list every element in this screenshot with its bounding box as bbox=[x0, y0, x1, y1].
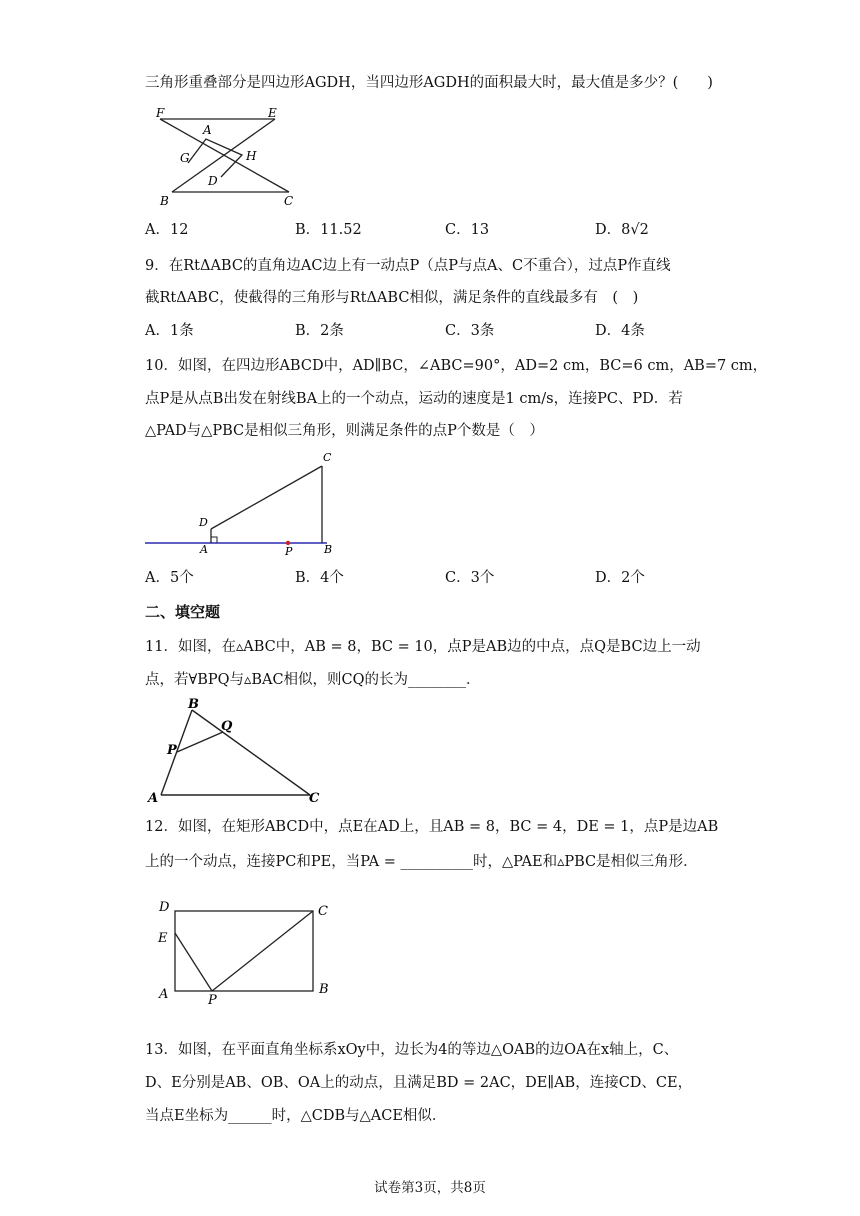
q8-option-a[interactable]: A．12 bbox=[145, 222, 189, 238]
label-G: G bbox=[180, 151, 190, 165]
label-H: H bbox=[246, 149, 257, 163]
q12-line-1: 12．如图，在矩形ABCD中，点E在AD上，且AB = 8，BC = 4，DE = 1，点P是边AB bbox=[145, 819, 719, 835]
figure-12 bbox=[145, 892, 345, 1008]
label-E: E bbox=[268, 106, 277, 120]
label-C: C bbox=[318, 904, 328, 919]
label-A: A bbox=[148, 791, 159, 806]
page-footer: 试卷第3页，共8页 bbox=[374, 1180, 486, 1196]
label-C: C bbox=[309, 791, 320, 806]
q13-line-2: D、E分别是AB、OB、OA上的动点，且满足BD = 2AC，DE∥AB，连接CD、CE， bbox=[145, 1075, 693, 1091]
label-A: A bbox=[159, 987, 169, 1002]
label-C: C bbox=[284, 194, 294, 208]
q9-option-c[interactable]: C．3条 bbox=[445, 323, 495, 339]
q9-option-a[interactable]: A．1条 bbox=[145, 323, 194, 339]
q13-line-1: 13．如图，在平面直角坐标系xOy中，边长为4的等边△OAB的边OA在x轴上，C、 bbox=[145, 1042, 679, 1058]
figure-8 bbox=[150, 104, 300, 208]
q11-line-2: 点，若∀BPQ与▵BAC相似，则CQ的长为________． bbox=[145, 672, 481, 688]
label-F: F bbox=[156, 106, 165, 120]
q10-option-c[interactable]: C．3个 bbox=[445, 570, 495, 586]
q9-option-d[interactable]: D．4条 bbox=[595, 323, 645, 339]
q9-option-b[interactable]: B．2条 bbox=[295, 323, 344, 339]
label-Q: Q bbox=[221, 719, 233, 734]
figure-10 bbox=[145, 450, 345, 560]
label-P: P bbox=[167, 743, 177, 758]
label-D: D bbox=[199, 516, 208, 529]
section-title: 二、填空题 bbox=[145, 603, 221, 621]
label-B: B bbox=[324, 543, 333, 556]
q8-option-d[interactable]: D．8√2 bbox=[595, 222, 649, 238]
label-P: P bbox=[285, 545, 293, 558]
label-A: A bbox=[200, 543, 208, 556]
q12-line-2: 上的一个动点，连接PC和PE，当PA = __________时，△PAE和▵PBC是相似三角形． bbox=[145, 854, 698, 870]
q10-line-2: 点P是从点B出发在射线BA上的一个动点，运动的速度是1 cm/s，连接PC、PD．若 bbox=[145, 391, 683, 407]
label-A: A bbox=[203, 123, 212, 137]
q10-line-3: △PAD与△PBC是相似三角形，则满足条件的点P个数是（ ） bbox=[145, 423, 544, 439]
q10-option-b[interactable]: B．4个 bbox=[295, 570, 344, 586]
label-D: D bbox=[159, 900, 170, 915]
q10-option-a[interactable]: A．5个 bbox=[145, 570, 194, 586]
q9-line-2: 截RtΔABC，使截得的三角形与RtΔABC相似，满足条件的直线最多有 ( ) bbox=[145, 290, 639, 306]
q10-option-d[interactable]: D．2个 bbox=[595, 570, 645, 586]
q10-line-1: 10．如图，在四边形ABCD中，AD∥BC，∠ABC=90°，AD=2 cm，BC=6 cm，AB=7 cm， bbox=[145, 358, 768, 374]
figure-11 bbox=[145, 696, 335, 808]
q13-line-3: 当点E坐标为______时，△CDB与△ACE相似． bbox=[145, 1108, 447, 1124]
label-B: B bbox=[160, 194, 169, 208]
q8-text: 三角形重叠部分是四边形AGDH，当四边形AGDH的面积最大时，最大值是多少？( ) bbox=[145, 75, 713, 91]
q9-line-1: 9．在RtΔABC的直角边AC边上有一动点P（点P与点A、C不重合），过点P作直线 bbox=[145, 258, 671, 274]
label-B: B bbox=[188, 697, 199, 712]
label-E: E bbox=[158, 931, 168, 946]
label-P: P bbox=[208, 993, 217, 1008]
label-B: B bbox=[319, 982, 329, 997]
q8-option-c[interactable]: C．13 bbox=[445, 222, 490, 238]
q8-option-b[interactable]: B．11.52 bbox=[295, 222, 362, 238]
q11-line-1: 11．如图，在▵ABC中，AB = 8，BC = 10，点P是AB边的中点，点Q是BC边上一动 bbox=[145, 639, 701, 655]
label-C: C bbox=[323, 451, 332, 464]
label-D: D bbox=[208, 174, 218, 188]
